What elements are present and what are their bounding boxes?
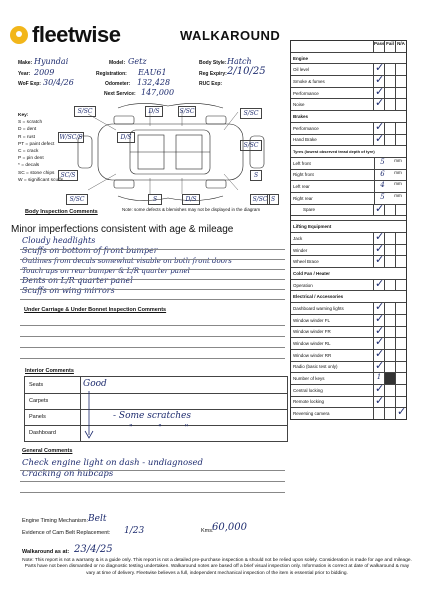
kms-value: 60,000 <box>212 522 247 533</box>
damage-box: D/S <box>145 106 163 117</box>
walkaround-value: 23/4/25 <box>74 544 113 555</box>
tick-icon: ✓ <box>375 201 385 215</box>
checklist-row: Remote locking ✓ <box>291 396 406 408</box>
damage-box: SC/S <box>58 170 78 181</box>
general-comment-line: Cracking on hubcaps <box>22 469 114 479</box>
brakes-section: Brakes <box>291 110 406 122</box>
checklist-row: Noise ✓ <box>291 98 406 110</box>
damage-box: W/SC/S <box>59 134 83 141</box>
walkaround-label: Walkaround as at: <box>22 549 70 555</box>
report-title: WALKAROUND <box>180 28 281 43</box>
body-comment-line: Outlines from decals somewhat visable on both front doors <box>22 257 232 265</box>
tick-icon: ✓ <box>375 381 385 395</box>
tick-icon: ✓ <box>375 61 385 75</box>
tyre-row: Right front 6 mm <box>291 169 406 181</box>
tick-icon: ✓ <box>375 300 385 314</box>
checklist-row: Reversing camera ✓ <box>293 405 407 419</box>
model-value: Getz <box>128 57 147 66</box>
key-item: W = significant scuffs <box>18 177 64 183</box>
key-item: P = pin dent <box>18 156 44 162</box>
checklist-row: Smoke & fumes ✓ <box>291 75 406 87</box>
side-silhouette-left <box>118 103 223 108</box>
checklist-row: Window winder FR ✓ <box>291 326 406 338</box>
checklist-row: Jack ✓ <box>291 232 406 244</box>
body-comment-line: Scuffs on bottom of front bumper <box>22 246 158 255</box>
make-label: Make: <box>18 60 33 66</box>
tick-icon: ✓ <box>375 119 385 133</box>
rego-label: Reg Expiry: <box>199 71 227 77</box>
interior-row-carpets: Carpets <box>29 398 49 404</box>
tyre-row: Spare ✓ <box>291 204 406 216</box>
tick-icon: ✓ <box>397 405 407 419</box>
year-label: Year: <box>18 71 31 77</box>
body-comments-lines <box>22 236 232 296</box>
body-comment-line: Dents on L/R quarter panel <box>22 276 133 285</box>
interior-table <box>24 376 288 442</box>
pass-header: Pass <box>373 41 384 52</box>
wheel-fl <box>114 116 134 124</box>
interior-row-panels: Panels <box>29 414 46 420</box>
damage-box: S <box>148 194 162 205</box>
keys-row: Number of keys 1 <box>291 372 406 384</box>
damage-box: S/SC <box>240 108 262 119</box>
damage-box: S <box>267 194 279 205</box>
checklist-row: Central locking ✓ <box>291 384 406 396</box>
checklist-row: Oil level ✓ <box>291 63 406 75</box>
interior-dashboard-value: " " " <box>129 423 189 432</box>
checklist-row: Hand Brake ✓ <box>291 134 406 146</box>
tick-icon: ✓ <box>375 335 385 349</box>
general-comments-title: General Comments <box>22 448 73 454</box>
body-comment-line: Cloudy headlights <box>22 236 96 245</box>
fleetwise-logo-icon <box>10 26 28 44</box>
tick-icon: ✓ <box>375 323 385 337</box>
odometer-value: 132,428 <box>137 78 171 87</box>
ruc-label: RUC Exp: <box>199 81 223 87</box>
under-carriage-title: Under Carriage & Under Bonnet Inspection Comments <box>24 307 167 313</box>
damage-box: S/SC <box>74 106 96 117</box>
wof-value: 30/4/26 <box>43 78 74 87</box>
tick-icon: ✓ <box>375 311 385 325</box>
tick-icon: ✓ <box>375 96 385 110</box>
service-value: 147,000 <box>141 88 175 97</box>
key-item: D = dent <box>18 127 37 133</box>
cam-belt-value: 1/23 <box>124 526 145 536</box>
interior-row-seats: Seats <box>29 382 44 388</box>
ditto-arrow-icon <box>83 391 95 441</box>
year-value: 2009 <box>34 68 55 77</box>
fail-header: Fail <box>384 41 395 52</box>
key-item: C = crack <box>18 149 39 155</box>
wheel-fr <box>114 180 134 188</box>
key-item: SC = stone chips <box>18 170 55 176</box>
body-label: Body Style: <box>199 60 227 66</box>
damage-box: S/SC <box>66 194 88 205</box>
cold-section: Cold Fan / Heater <box>291 267 406 279</box>
damage-box: S/SC <box>250 194 270 205</box>
body-value: Hatch <box>227 57 252 66</box>
lifting-section: Lifting Equipment <box>291 220 406 232</box>
interior-row-dashboard: Dashboard <box>29 430 56 436</box>
tick-icon: ✓ <box>375 241 385 255</box>
general-comment-line: Check engine light on dash - undiagnosed <box>22 458 203 468</box>
tyre-row: Left rear 4 mm <box>291 180 406 192</box>
tick-icon: ✓ <box>375 84 385 98</box>
service-label: Next Service: <box>104 91 136 97</box>
side-silhouette-right <box>118 196 223 201</box>
timing-label: Engine Timing Mechanism: <box>22 518 89 524</box>
key-item: R = rust <box>18 134 35 140</box>
reg-value: EAU61 <box>138 68 167 77</box>
timing-value: Belt <box>88 514 107 524</box>
body-comments-summary: Minor imperfections consistent with age & mileage <box>11 224 234 235</box>
checklist-row: Performance ✓ <box>291 122 406 134</box>
wheel-rr <box>206 180 226 188</box>
checklist-row: Window winder RR ✓ <box>291 349 406 361</box>
checklist-row: Window winder FL ✓ <box>291 314 406 326</box>
inspection-checklist <box>290 40 407 420</box>
engine-section: Engine <box>291 52 406 64</box>
key-item: PT = paint defect <box>18 141 55 147</box>
key-title: Key: <box>18 113 29 118</box>
diagram-note: Note: some defects & blemishes may not be displayed in the diagram <box>122 207 261 212</box>
interior-title: Interior Comments <box>25 368 74 374</box>
key-item: * = decals <box>18 163 40 169</box>
tick-icon: ✓ <box>375 131 385 145</box>
tick-icon: ✓ <box>375 253 385 267</box>
brand-name: fleetwise <box>32 22 121 47</box>
na-header: N/A <box>395 41 406 52</box>
damage-box: S/SC <box>179 108 195 115</box>
wheel-rl <box>206 116 226 124</box>
rego-value: 2/10/25 <box>227 66 266 77</box>
general-comments-lines <box>22 458 203 480</box>
checklist-row: Operation ✓ <box>291 279 406 291</box>
body-comment-line: Scuffs on wing mirrors <box>22 286 115 295</box>
tick-icon: ✓ <box>375 73 385 87</box>
tick-icon: ✓ <box>375 276 385 290</box>
damage-box: S/SC <box>240 140 262 151</box>
body-comment-line: Touch ups on rear bumper & L/R quarter panel <box>22 267 190 275</box>
checklist-row: Dashboard warning lights ✓ <box>291 302 406 314</box>
checklist-row: Radio (basic test only) ✓ <box>291 361 406 373</box>
checklist-header <box>291 41 406 52</box>
checklist-row: Window winder RL ✓ <box>291 337 406 349</box>
checklist-row: Performance ✓ <box>291 87 406 99</box>
checklist-row: Wheel Brace ✓ <box>291 255 406 267</box>
odometer-label: Odometer: <box>105 81 131 87</box>
model-label: Model: <box>109 60 126 66</box>
kms-label: Kms: <box>201 528 214 534</box>
wof-label: WoF Exp: <box>18 81 41 87</box>
tick-icon: ✓ <box>375 393 385 407</box>
damage-box: D/S <box>182 194 200 205</box>
tyre-row: Right rear 5 mm <box>291 192 406 204</box>
diagram-key <box>18 112 63 184</box>
tyre-row: Left front 5 mm <box>291 157 406 169</box>
interior-panels-value: - Some scratches <box>113 411 191 421</box>
cam-belt-label: Evidence of Cam Belt Replacement: <box>22 530 111 536</box>
damage-box: D/S <box>117 132 135 143</box>
checklist-row: Winder ✓ <box>291 244 406 256</box>
tyres-section: Tyres (lowest observed tread depth of tyre) <box>291 145 406 157</box>
damage-box: S <box>250 170 262 181</box>
tick-icon: ✓ <box>375 346 385 360</box>
make-value: Hyundai <box>34 57 69 66</box>
interior-seats-value: Good <box>83 379 107 389</box>
body-comments-title: Body Inspection Comments <box>25 209 98 215</box>
electrical-section: Electrical / Accessories <box>291 290 406 302</box>
key-item: S = scratch <box>18 120 43 126</box>
tick-icon: ✓ <box>375 358 385 372</box>
tick-icon: ✓ <box>375 230 385 243</box>
reg-label: Registration: <box>96 71 127 77</box>
disclaimer: Note: This report is not a warranty & is a guide only. This report is not a detailed pre-purchase inspection & should not be relied upon solely. Consideration is made for age and mileage. Parts have not been dismantled or no diagnostic testing undertaken. Walkaround notes are based off a brief visual inspection only. Information is correct at date of walkaround & may vary at time of delivery. Fleetwise believes a full, independent mechanical inspection of the item is essential prior to bidding. <box>22 558 412 576</box>
